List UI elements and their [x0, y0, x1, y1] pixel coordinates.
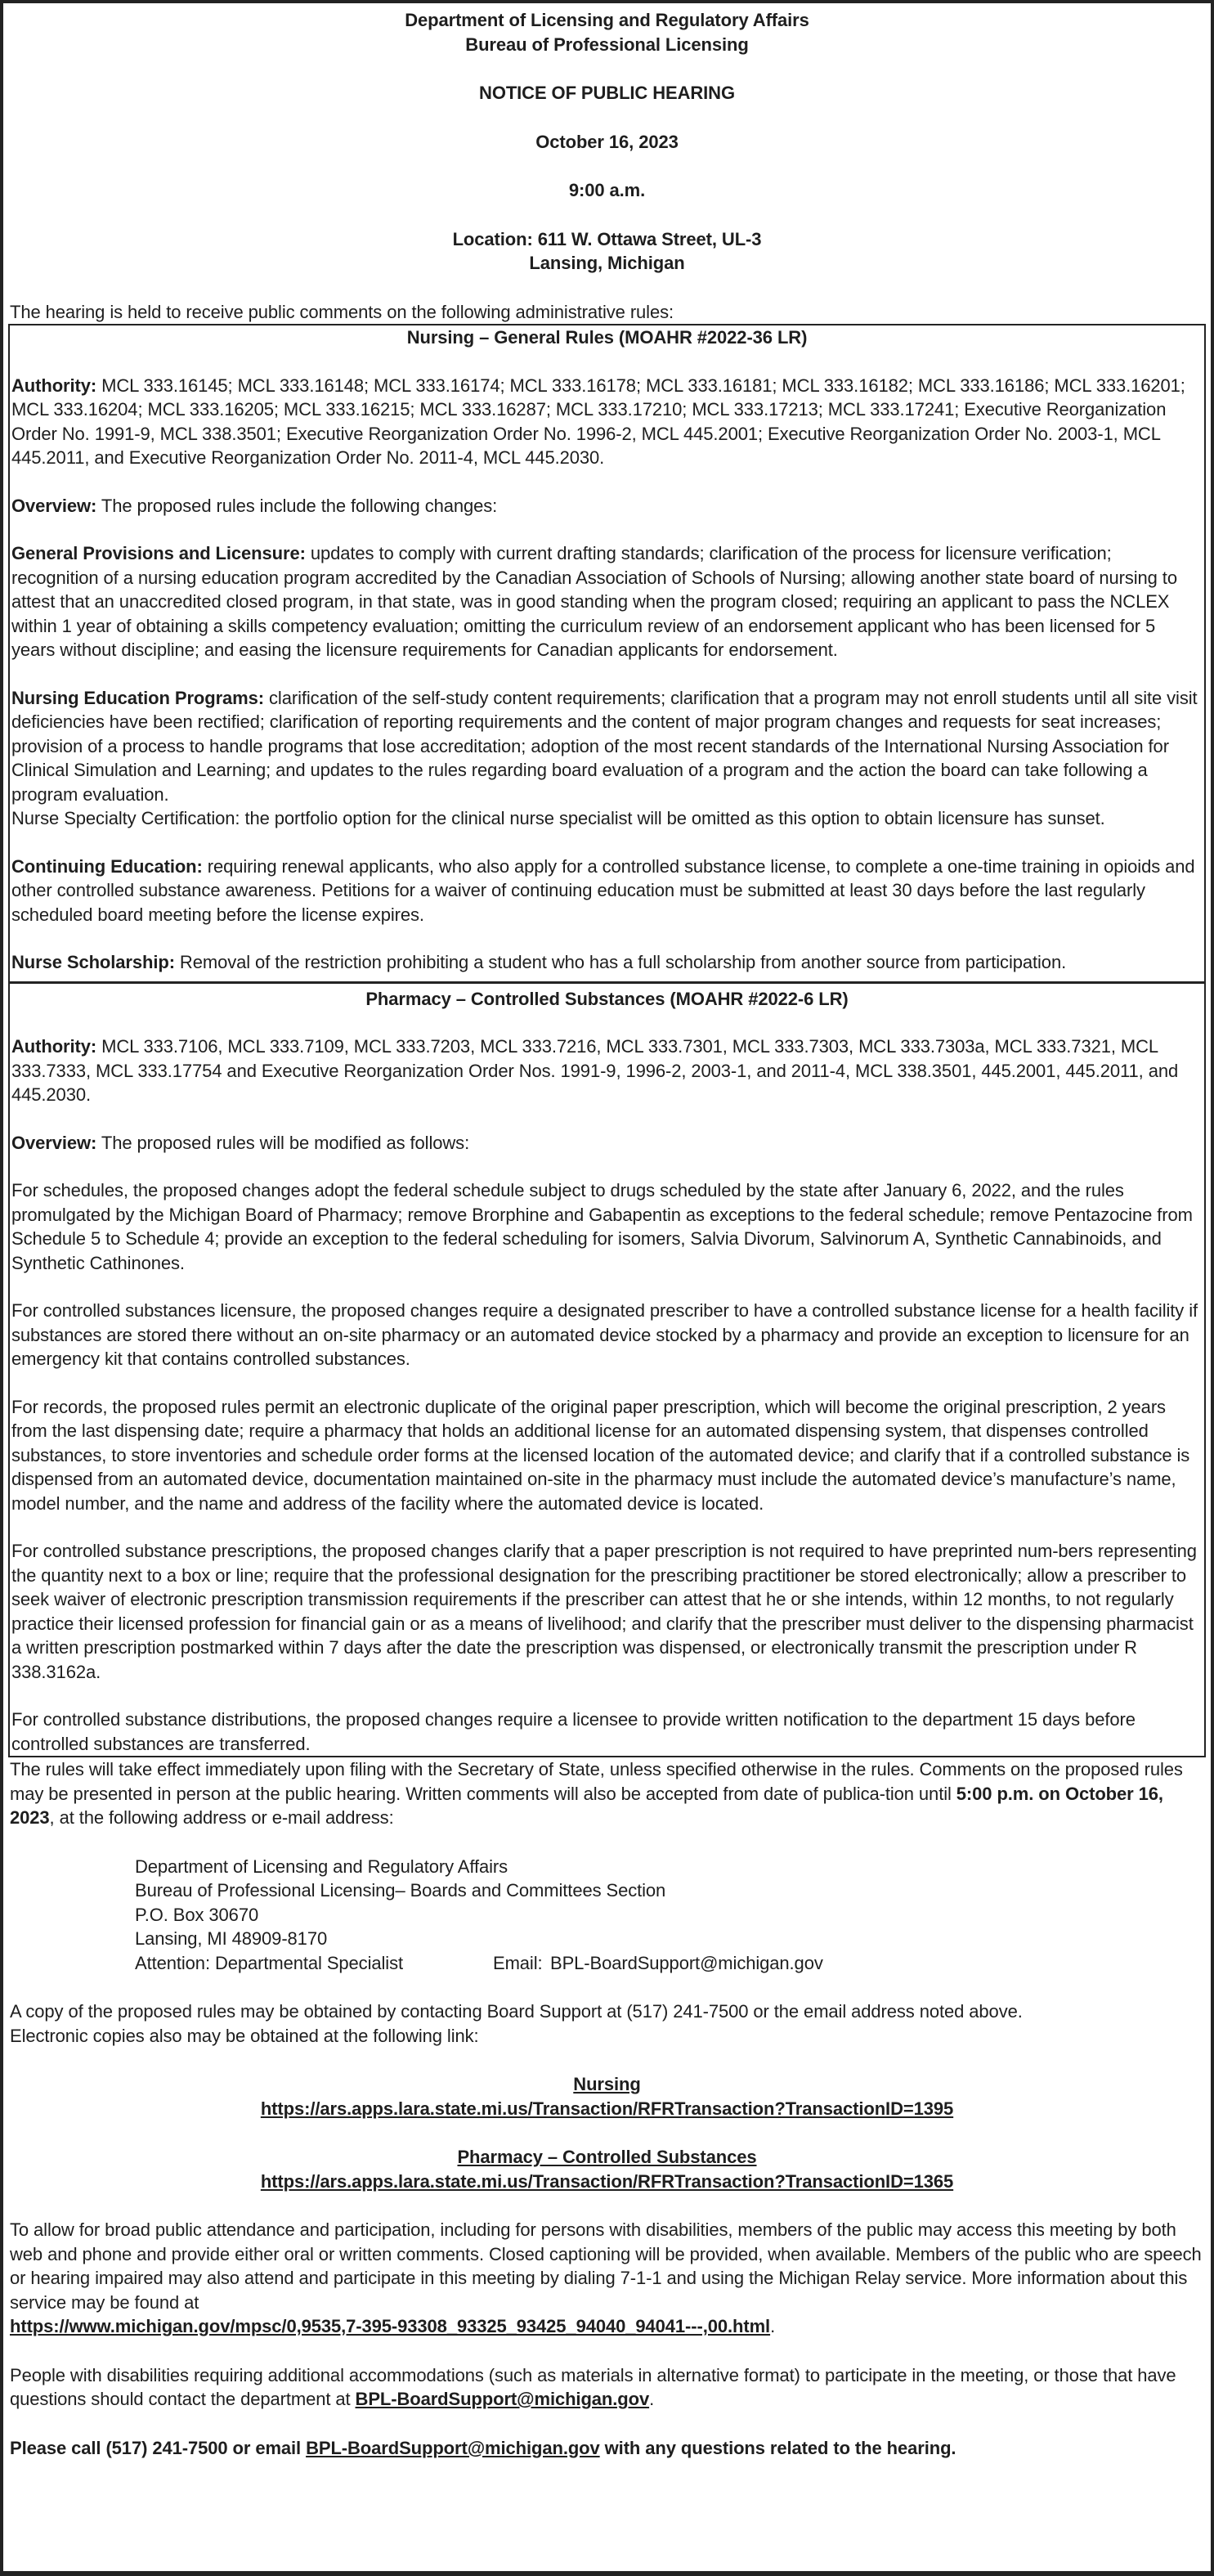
address-line: Lansing, MI 48909-8170	[135, 1928, 328, 1949]
intro-text: The hearing is held to receive public comments on the following administrative rules:	[10, 301, 674, 322]
contact-email-link[interactable]: BPL-BoardSupport@michigan.gov	[550, 1952, 823, 1973]
change-item-label: Nurse Scholarship:	[11, 952, 175, 972]
overview-paragraph	[11, 1131, 1203, 1156]
pharmacy-link-title: Pharmacy – Controlled Substances	[457, 2147, 757, 2167]
bureau-name: Bureau of Professional Licensing	[465, 34, 749, 55]
address-line: Department of Licensing and Regulatory Affairs	[135, 1856, 508, 1877]
change-item-label: General Provisions and Licensure:	[11, 543, 306, 563]
accessibility-text: To allow for broad public attendance and participation, including for persons with disabilities, members of the public may access this meeting by both web and phone and provide either oral or written comments. Closed captioning will be provided, when available. Members of the public who are speech or hearing impaired may also attend and participate in this meeting by dialing 7-1-1 and using the Michigan Relay service. More information about this service may be found at	[10, 2219, 1202, 2313]
attention-row	[135, 1951, 1204, 1976]
rule-links	[10, 2072, 1204, 2193]
change-item	[11, 855, 1203, 927]
address-line: P.O. Box 30670	[135, 1904, 259, 1925]
accommodations-paragraph	[10, 2363, 1204, 2412]
change-paragraph: For controlled substance distributions, the proposed changes require a licensee to provide written notification to the department 15 days before controlled substances are transferred.	[11, 1709, 1136, 1754]
comments-paragraph	[10, 1757, 1204, 1830]
change-item-label: Nursing Education Programs:	[11, 687, 265, 708]
change-item-extra: Nurse Specialty Certification: the portfolio option for the clinical nurse specialist will be omitted as this option to obtain licensure has sunset.	[11, 808, 1105, 828]
hearing-date: October 16, 2023	[535, 131, 679, 152]
notice-title: NOTICE OF PUBLIC HEARING	[479, 83, 735, 103]
comments-text-after: , at the following address or e-mail address:	[49, 1807, 394, 1828]
rule-title: Pharmacy – Controlled Substances (MOAHR #2022-6 LR)	[365, 988, 849, 1009]
change-paragraph: For controlled substance prescriptions, the proposed changes clarify that a paper prescription is not required to have preprinted num-bers representing the quantity next to a box or line; require that the professional designation for the prescribing practitioner be stored electronically; allow a prescriber to seek waiver of electronic prescription transmission requirements if the prescriber can attest that he or she intends, within 12 months, to not regularly practice their licensed profession for financial gain or as a means of livelihood; and clarify that the prescriber must deliver to the dispensing pharmacist a written prescription postmarked within 7 days after the date the prescription was dispensed, or electronically transmit the prescription under R 338.3162a.	[11, 1541, 1197, 1682]
closing-paragraph	[10, 2436, 1204, 2461]
closing-prefix: Please call (517) 241-7500 or email	[10, 2437, 307, 2458]
hearing-city: Lansing, Michigan	[529, 253, 685, 273]
copy-info-line: Electronic copies also may be obtained at the following link:	[10, 2025, 479, 2046]
notice-header	[10, 8, 1204, 276]
mailing-address	[135, 1855, 1204, 1976]
rules-box	[8, 324, 1206, 1757]
rule-section-pharmacy	[10, 981, 1204, 1757]
change-item-text: updates to comply with current drafting standards; clarification of the process for licensure verification; recognition of a nursing education program accredited by the Canadian Association of Schools of Nursing; allowing another state board of nursing to attest that an unaccredited closed program, in that state, was in good standing when the program closed; requiring an applicant to pass the NCLEX within 1 year of obtaining a skills competency evaluation; omitting the curriculum review of an endorsement applicant who has been licensed for 5 years without discipline; and easing the licensure requirements for Canadian applicants for endorsement.	[11, 543, 1177, 660]
closing-email-link[interactable]: BPL-BoardSupport@michigan.gov	[306, 2437, 600, 2458]
change-item-text: clarification of the self-study content requirements; clarification that a program may not enroll students until all site visit deficiencies have been rectified; clarification of reporting requirements and the content of major program changes and requests for seat increases; provision of a process to handle programs that lose accreditation; adoption of the most recent standards of the International Nursing Association for Clinical Simulation and Learning; and updates to the rules regarding board evaluation of a program and the action the board can take following a program evaluation.	[11, 687, 1198, 805]
authority-paragraph	[11, 1034, 1203, 1107]
accommodations-email-link[interactable]: BPL-BoardSupport@michigan.gov	[355, 2389, 650, 2409]
hearing-location: Location: 611 W. Ottawa Street, UL-3	[452, 228, 762, 249]
rule-section-nursing	[10, 325, 1204, 981]
change-item	[11, 686, 1203, 807]
change-item-text: requiring renewal applicants, who also apply for a controlled substance license, to complete a one-time training in opioids and other controlled substance awareness. Petitions for a waiver of continuing education must be submitted at least 30 days before the last regularly scheduled board meeting before the license expires.	[11, 855, 1195, 925]
change-paragraph: For schedules, the proposed changes adopt the federal schedule subject to drugs scheduled by the state after January 6, 2022, and the rules promulgated by the Michigan Board of Pharmacy; remove Brorphine and Gabapentin as exceptions to the federal schedule; remove Pentazocine from Schedule 5 to Schedule 4; provide an exception to the federal scheduling for isomers, Salvia Divorum, Salvinorum A, Synthetic Cannabinoids, and Synthetic Cathinones.	[11, 1180, 1193, 1273]
comments-text: The rules will take effect immediately upon filing with the Secretary of State, unless specified otherwise in the rules. Comments on the proposed rules may be presented in person at the public hearing. Written comments will also be accepted from date of publica-tion until	[10, 1759, 1183, 1804]
attention-text: Attention: Departmental Specialist	[135, 1952, 403, 1973]
authority-text: MCL 333.7106, MCL 333.7109, MCL 333.7203, MCL 333.7216, MCL 333.7301, MCL 333.7303, MCL 333.7303a, MCL 333.7321, MCL 333.7333, MCL 333.17754 and Executive Reorganization Order Nos. 1991-9, 1996-2, 2003-1, and 2011-4, MCL 338.3501, 445.2001, 445.2011, and 445.2030.	[11, 1036, 1179, 1105]
punctuation: .	[770, 2316, 776, 2336]
accessibility-paragraph	[10, 2218, 1204, 2339]
overview-label: Overview:	[11, 1132, 97, 1153]
overview-text: The proposed rules include the following changes:	[96, 495, 498, 516]
change-item-text: Removal of the restriction prohibiting a student who has a full scholarship from another source from participation.	[174, 952, 1067, 972]
change-item-label: Continuing Education:	[11, 855, 203, 877]
rule-title: Nursing – General Rules (MOAHR #2022-36 LR)	[406, 327, 808, 348]
authority-label: Authority:	[11, 1036, 97, 1057]
nursing-rules-link[interactable]: https://ars.apps.lara.state.mi.us/Transaction/RFRTransaction?TransactionID=1395	[260, 2098, 954, 2119]
authority-text: MCL 333.16145; MCL 333.16148; MCL 333.16174; MCL 333.16178; MCL 333.16181; MCL 333.16182; MCL 333.16186; MCL 333.16201; MCL 333.16204; MCL 333.16205; MCL 333.16215; MCL 333.16287; MCL 333.17210; MCL 333.17213; MCL 333.17241; Executive Reorganization Order No. 1991-9, MCL 338.3501; Executive Reorganization Order No. 1996-2, MCL 445.2001; Executive Reorganization Order No. 2003-1, MCL 445.2011, and Executive Reorganization Order No. 2011-4, MCL 445.2030.	[11, 375, 1185, 468]
change-paragraph: For controlled substances licensure, the proposed changes require a designated prescriber to have a controlled substance license for a health facility if substances are stored there without an on-site pharmacy or an automated device stocked by a pharmacy and provide an exception to licensure for an emergency kit that contains controlled substances.	[11, 1300, 1198, 1369]
nursing-link-title: Nursing	[573, 2074, 641, 2094]
overview-paragraph	[11, 494, 1203, 518]
pharmacy-rules-link[interactable]: https://ars.apps.lara.state.mi.us/Transaction/RFRTransaction?TransactionID=1365	[260, 2170, 954, 2192]
overview-label: Overview:	[11, 495, 97, 516]
authority-paragraph	[11, 374, 1203, 470]
closing-suffix: with any questions related to the hearing.	[599, 2437, 956, 2458]
change-item	[11, 950, 1203, 975]
copy-info-line: A copy of the proposed rules may be obtained by contacting Board Support at (517) 241-7500 or the email address noted above.	[10, 2001, 1023, 2022]
change-item	[11, 541, 1203, 662]
comment-deadline: 5:00 p.m. on October 16, 2023	[10, 1783, 1163, 1828]
relay-service-link[interactable]: https://www.michigan.gov/mpsc/0,9535,7-395-93308_93325_93425_94040_94041---,00.html	[10, 2316, 771, 2336]
department-name: Department of Licensing and Regulatory Affairs	[405, 10, 809, 30]
punctuation: .	[649, 2389, 655, 2409]
overview-text: The proposed rules will be modified as follows:	[96, 1132, 470, 1153]
notice-document	[3, 3, 1211, 2460]
email-label: Email:	[493, 1952, 543, 1973]
accommodations-text: People with disabilities requiring additional accommodations (such as materials in alternative format) to participate in the meeting, or those that have questions should contact the department at	[10, 2364, 1176, 2409]
change-paragraph: For records, the proposed rules permit an electronic duplicate of the original paper prescription, which will become the original prescription, 2 years from the last dispensing date; require a pharmacy that holds an additional license for an automated dispensing system, that dispenses controlled substances, to store inventories and schedule order forms at the licensed location of the automated device; and clarify that if a controlled substance is dispensed from an automated device, documentation maintained on-site in the pharmacy must include the automated device’s manufacture’s name, model number, and the name and address of the facility where the automated device is located.	[11, 1396, 1190, 1514]
authority-label: Authority:	[11, 375, 97, 396]
address-line: Bureau of Professional Licensing– Boards and Committees Section	[135, 1880, 666, 1901]
hearing-time: 9:00 a.m.	[568, 180, 646, 200]
